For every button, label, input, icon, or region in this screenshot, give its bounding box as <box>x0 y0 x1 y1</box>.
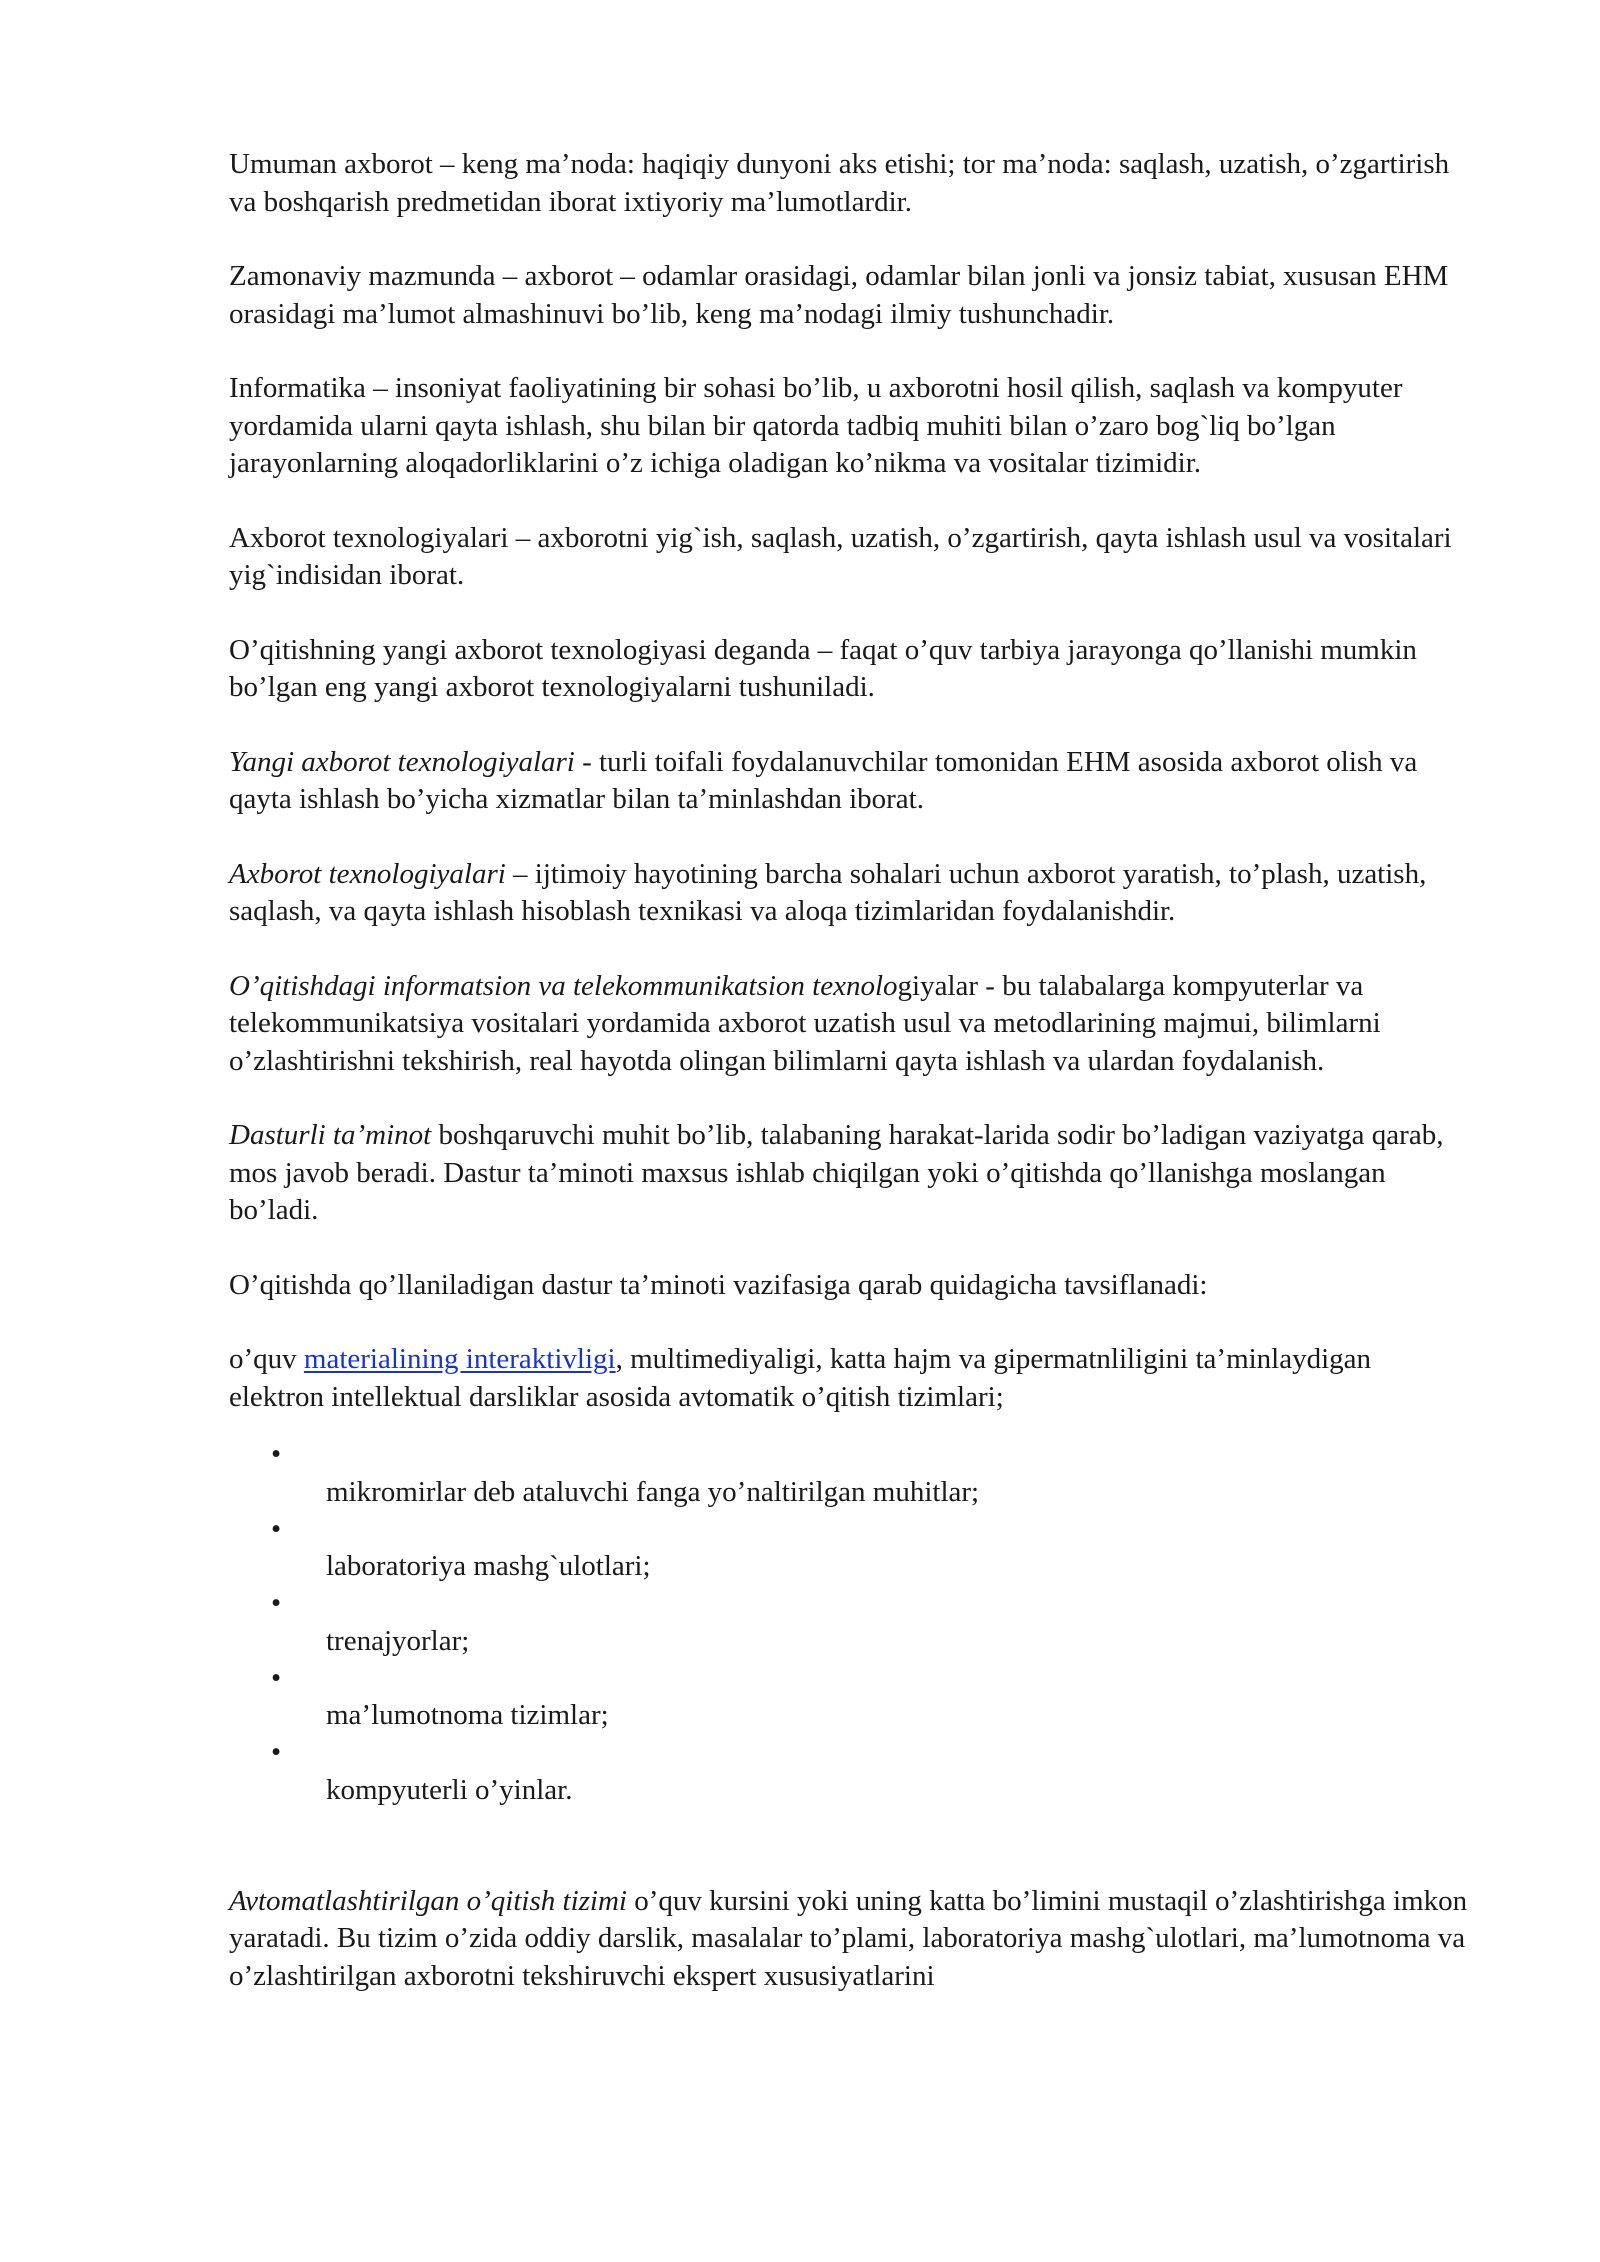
bullet-icon: • <box>271 1736 282 1768</box>
software-types-list <box>229 1436 1469 1809</box>
paragraph-axborot-texnologiyalari: Axborot texnologiyalari – axborotni yig`ish, saqlash, uzatish, o’zgartirish, qayta ishlash usul va vositalari yig`indisidan iborat. <box>229 521 1452 591</box>
definition-yangi-axborot <box>229 744 1469 819</box>
list-item <box>229 1734 1469 1809</box>
list-item-text: trenajyorlar; <box>326 1624 470 1657</box>
definition-text: o’quv kursini yoki uning katta bo’limini mustaqil o’zlashtirishga imkon yaratadi. Bu tizim o’zida oddiy darslik, masalalar to’plami, laboratoriya mashg`ulotlari, ma’lumotnoma va o’zlashtirilgan axborotni tekshiruvchi ekspert xususiyatlarini <box>229 1884 1468 1992</box>
list-item <box>229 1436 1469 1511</box>
paragraph-with-link <box>229 1341 1469 1416</box>
list-item-text: ma’lumotnoma tizimlar; <box>326 1699 609 1731</box>
paragraph-umuman-axborot: Umuman axborot – keng ma’noda: haqiqiy dunyoni aks etishi; tor ma’noda: saqlash, uzatish, o’zgartirish va boshqarish predmetidan iborat ixtiyoriy ma’lumotlardir. <box>229 148 1450 218</box>
list-item <box>229 1660 1469 1735</box>
bullet-icon: • <box>271 1438 282 1470</box>
definition-axborot-texnologiyalari <box>229 856 1469 931</box>
list-item <box>229 1585 1469 1660</box>
interaktivlik-link[interactable]: materialining interaktivligi <box>303 1343 616 1375</box>
definition-term: Yangi axborot texnologiyalari <box>229 745 575 778</box>
definition-term: Dasturli ta’minot <box>229 1119 432 1151</box>
classification-intro: O’qitishda qo’llaniladigan dastur ta’minoti vazifasiga qarab quidagicha tavsiflanadi: <box>229 1268 1208 1301</box>
paragraph-zamonaviy: Zamonaviy mazmunda – axborot – odamlar orasidagi, odamlar bilan jonli va jonsiz tabiat, xususan EHM orasidagi ma’lumot almashinuvi bo’lib, keng ma’nodagi ilmiy tushunchadir. <box>229 260 1449 330</box>
definition-telekommunikatsion <box>229 968 1469 1081</box>
definition-dasturli-taminot <box>229 1117 1469 1230</box>
link-suffix: , multimediyaligi, katta hajm va gipermatnliligini ta’minlaydigan elektron intellektual darsliklar asosida avtomatik o’qitish tizimlari; <box>229 1343 1372 1413</box>
definition-term: O’qitishdagi informatsion va telekommunikatsion texnolo <box>229 969 898 1002</box>
paragraph-avtomatlashtirilgan <box>229 1883 1469 1996</box>
bullet-icon: • <box>271 1512 282 1545</box>
list-item-text: kompyuterli o’yinlar. <box>326 1773 573 1806</box>
document-page <box>229 146 1469 2032</box>
list-item-text: mikromirlar deb ataluvchi fanga yo’naltirilgan muhitlar; <box>326 1475 980 1508</box>
list-item <box>229 1511 1469 1586</box>
paragraph-yangi-texnologiya: O’qitishning yangi axborot texnologiyasi deganda – faqat o’quv tarbiya jarayonga qo’llanishi mumkin bo’lgan eng yangi axborot texnologiyalarni tushuniladi. <box>229 633 1417 703</box>
bullet-icon: • <box>271 1661 282 1694</box>
link-prefix: o’quv <box>229 1343 304 1375</box>
bullet-icon: • <box>271 1587 282 1619</box>
list-item-text: laboratoriya mashg`ulotlari; <box>326 1550 651 1582</box>
definition-text: boshqaruvchi muhit bo’lib, talabaning harakat-larida sodir bo’ladigan vaziyatga qarab, mos javob beradi. Dastur ta’minoti maxsus ishlab chiqilgan yoki o’qitishda qo’llanishga moslangan bo’ladi. <box>229 1119 1444 1226</box>
definition-text: giyalar - bu talabalarga kompyuterlar va telekommunikatsiya vositalari yordamida axborot uzatish usul va metodlarining majmui, bilimlarni o’zlashtirishni tekshirish, real hayotda olingan bilimlarni qayta ishlash va ulardan foydalanish. <box>229 969 1381 1077</box>
paragraph-informatika: Informatika – insoniyat faoliyatining bir sohasi bo’lib, u axborotni hosil qilish, saqlash va kompyuter yordamida ularni qayta ishlash, shu bilan bir qatorda tadbiq muhiti bilan o’zaro bog`liq bo’lgan jarayonlarning aloqadorliklarini o’z ichiga oladigan ko’nikma va vositalar tizimidir. <box>229 372 1403 479</box>
definition-text: – ijtimoiy hayotining barcha sohalari uchun axborot yaratish, to’plash, uzatish, saqlash, va qayta ishlash hisoblash texnikasi va aloqa tizimlaridan foydalanishdir. <box>229 857 1427 927</box>
definition-text: - turli toifali foydalanuvchilar tomonidan EHM asosida axborot olish va qayta ishlash bo’yicha xizmatlar bilan ta’minlashdan iborat. <box>229 745 1418 815</box>
definition-term: Axborot texnologiyalari <box>229 857 506 890</box>
definition-term: Avtomatlashtirilgan o’qitish tizimi <box>229 1884 627 1917</box>
